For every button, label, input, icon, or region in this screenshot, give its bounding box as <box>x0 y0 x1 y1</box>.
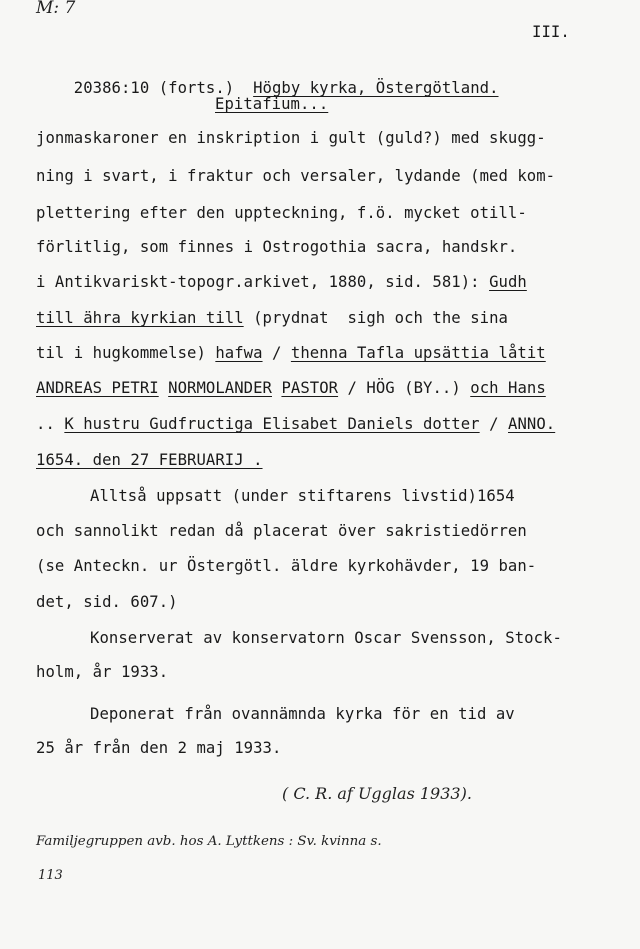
body-line: och sannolikt redan då placerat över sakristiedörren <box>36 522 527 540</box>
body-text: / <box>489 415 499 433</box>
body-line <box>36 343 546 363</box>
body-line: (se Anteckn. ur Östergötl. äldre kyrkohävder, 19 ban- <box>36 557 537 575</box>
body-line: Konserverat av konservatorn Oscar Svensson, Stock- <box>90 629 562 647</box>
inscription-text: till ähra kyrkian till <box>36 309 244 327</box>
document-subject: Epitafium... <box>215 95 329 113</box>
body-line: 1654. den 27 FEBRUARIJ . <box>36 451 263 469</box>
inscription-text: thenna Tafla upsättia låtit <box>290 344 546 362</box>
inscription-text: NORMOLANDER <box>168 379 272 397</box>
body-text: / HÖG (BY..) <box>347 379 461 397</box>
page-number: III. <box>532 23 570 41</box>
body-text: i Antikvariskt-topogr.arkivet, 1880, sid. 581): <box>36 273 480 291</box>
body-line: Deponerat från ovannämnda kyrka för en tid av <box>90 705 515 723</box>
inscription-text: PASTOR <box>281 379 339 397</box>
body-line: ning i svart, i fraktur och versaler, lydande (med kom- <box>36 167 556 185</box>
church-location: Högby kyrka, Östergötland. <box>253 79 499 97</box>
body-text: (prydnat sigh och the sina <box>253 309 508 327</box>
body-text: .. <box>36 415 55 433</box>
corner-mark: M: 7 <box>36 0 76 18</box>
body-line: förlitlig, som finnes i Ostrogothia sacra, handskr. <box>36 238 518 256</box>
handwritten-signature: ( C. R. af Ugglas 1933). <box>282 784 472 803</box>
inscription-text: Gudh <box>489 273 527 291</box>
inscription-text: ANDREAS PETRI <box>36 379 159 397</box>
body-text: / <box>272 344 282 362</box>
body-line <box>36 378 546 398</box>
inscription-text: hafwa <box>215 344 263 362</box>
body-text: til i hugkommelse) <box>36 344 206 362</box>
body-line: Alltså uppsatt (under stiftarens livstid)1654 <box>90 487 515 505</box>
body-line: holm, år 1933. <box>36 663 169 681</box>
body-line: jonmaskaroner en inskription i gult (guld?) med skugg- <box>36 129 546 147</box>
handwritten-note: Familjegruppen avb. hos A. Lyttkens : Sv. kvinna s. <box>36 834 382 849</box>
body-line <box>36 414 555 434</box>
catalog-reference: 20386:10 (forts.) <box>73 79 235 97</box>
body-line <box>36 272 527 292</box>
inscription-text: och Hans <box>470 379 546 397</box>
inscription-text: K hustru Gudfructiga Elisabet Daniels dotter <box>64 415 480 433</box>
body-line: plettering efter den uppteckning, f.ö. mycket otill- <box>36 204 527 222</box>
handwritten-page-number: 113 <box>38 868 63 883</box>
body-line: 25 år från den 2 maj 1933. <box>36 739 282 757</box>
body-line <box>36 308 508 328</box>
inscription-text: ANNO. <box>508 415 556 433</box>
body-line: det, sid. 607.) <box>36 593 178 611</box>
